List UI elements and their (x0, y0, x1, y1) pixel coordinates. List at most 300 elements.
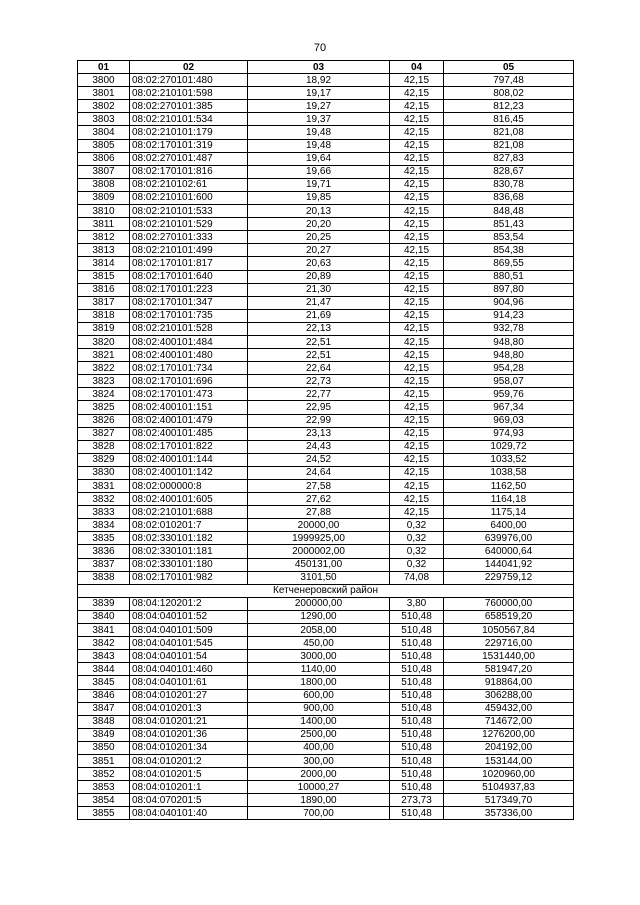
table-cell-01: 3800 (78, 74, 130, 87)
table-cell-02: 08:04:010201:3 (130, 702, 248, 715)
table-cell-04: 42,15 (390, 283, 444, 296)
table-cell-02: 08:02:330101:181 (130, 545, 248, 558)
table-cell-03: 20,89 (248, 270, 390, 283)
table-cell-05: 306288,00 (444, 689, 574, 702)
table-cell-01: 3852 (78, 768, 130, 781)
table-cell-05: 1020960,00 (444, 768, 574, 781)
table-cell-05: 229716,00 (444, 637, 574, 650)
table-cell-03: 1400,00 (248, 715, 390, 728)
table-cell-02: 08:02:210101:533 (130, 205, 248, 218)
table-row (78, 388, 574, 401)
table-cell-05: 836,68 (444, 191, 574, 204)
table-row (78, 493, 574, 506)
table-cell-04: 510,48 (390, 768, 444, 781)
table-cell-02: 08:02:210101:534 (130, 113, 248, 126)
table-row (78, 335, 574, 348)
table-cell-05: 967,34 (444, 401, 574, 414)
table-cell-05: 6400,00 (444, 519, 574, 532)
table-cell-01: 3825 (78, 401, 130, 414)
table-cell-01: 3835 (78, 532, 130, 545)
table-cell-03: 19,48 (248, 139, 390, 152)
table-cell-02: 08:02:210101:529 (130, 218, 248, 231)
table-cell-02: 08:04:010201:34 (130, 741, 248, 754)
table-cell-01: 3806 (78, 152, 130, 165)
table-cell-05: 918864,00 (444, 676, 574, 689)
table-row (78, 794, 574, 807)
table-cell-02: 08:02:170101:347 (130, 296, 248, 309)
table-cell-04: 510,48 (390, 728, 444, 741)
table-row (78, 270, 574, 283)
table-cell-01: 3819 (78, 322, 130, 335)
table-cell-03: 19,85 (248, 191, 390, 204)
table-row (78, 218, 574, 231)
table-row (78, 296, 574, 309)
table-row (78, 257, 574, 270)
table-cell-05: 897,80 (444, 283, 574, 296)
table-row (78, 440, 574, 453)
table-row (78, 676, 574, 689)
table-cell-02: 08:04:040101:460 (130, 663, 248, 676)
table-cell-04: 42,15 (390, 440, 444, 453)
table-cell-01: 3827 (78, 427, 130, 440)
table-cell-02: 08:02:170101:223 (130, 283, 248, 296)
table-row (78, 205, 574, 218)
table-cell-03: 700,00 (248, 807, 390, 820)
table-cell-03: 1140,00 (248, 663, 390, 676)
table-cell-04: 510,48 (390, 650, 444, 663)
table-cell-03: 19,48 (248, 126, 390, 139)
table-cell-03: 2058,00 (248, 624, 390, 637)
header-cell-02: 02 (130, 61, 248, 74)
table-row (78, 768, 574, 781)
table-cell-01: 3828 (78, 440, 130, 453)
table-cell-02: 08:02:000000:8 (130, 480, 248, 493)
table-cell-01: 3805 (78, 139, 130, 152)
table-cell-03: 20000,00 (248, 519, 390, 532)
table-row (78, 375, 574, 388)
table-cell-05: 853,54 (444, 231, 574, 244)
table-cell-05: 969,03 (444, 414, 574, 427)
table-cell-04: 42,15 (390, 427, 444, 440)
table-cell-03: 22,95 (248, 401, 390, 414)
table-cell-02: 08:04:040101:545 (130, 637, 248, 650)
table-cell-04: 42,15 (390, 480, 444, 493)
table-row (78, 165, 574, 178)
table-cell-04: 42,15 (390, 375, 444, 388)
table-cell-03: 19,17 (248, 87, 390, 100)
page-number: 70 (313, 42, 327, 54)
table-cell-03: 22,51 (248, 335, 390, 348)
table-cell-01: 3802 (78, 100, 130, 113)
table-cell-03: 22,99 (248, 414, 390, 427)
table-cell-03: 300,00 (248, 754, 390, 767)
table-cell-03: 22,64 (248, 362, 390, 375)
table-cell-05: 821,08 (444, 139, 574, 152)
table-cell-01: 3851 (78, 754, 130, 767)
table-row (78, 558, 574, 571)
table-cell-02: 08:02:270101:385 (130, 100, 248, 113)
table-cell-03: 21,69 (248, 309, 390, 322)
table-cell-04: 74,08 (390, 571, 444, 584)
table-cell-01: 3813 (78, 244, 130, 257)
table-cell-03: 22,73 (248, 375, 390, 388)
table-cell-01: 3847 (78, 702, 130, 715)
table-cell-03: 22,51 (248, 349, 390, 362)
table-cell-05: 851,43 (444, 218, 574, 231)
table-row (78, 702, 574, 715)
table-cell-01: 3817 (78, 296, 130, 309)
table-cell-02: 08:02:210101:499 (130, 244, 248, 257)
table-cell-03: 1999925,00 (248, 532, 390, 545)
table-cell-04: 510,48 (390, 663, 444, 676)
table-cell-03: 19,64 (248, 152, 390, 165)
table-cell-05: 808,02 (444, 87, 574, 100)
table-cell-04: 42,15 (390, 453, 444, 466)
header-cell-05: 05 (444, 61, 574, 74)
table-row (78, 624, 574, 637)
table-cell-01: 3810 (78, 205, 130, 218)
table-row (78, 754, 574, 767)
table-row (78, 466, 574, 479)
table-cell-02: 08:04:040101:40 (130, 807, 248, 820)
table-cell-04: 42,15 (390, 165, 444, 178)
table-cell-03: 20,63 (248, 257, 390, 270)
table-cell-04: 42,15 (390, 126, 444, 139)
table-cell-02: 08:02:270101:487 (130, 152, 248, 165)
table-cell-05: 229759,12 (444, 571, 574, 584)
table-cell-02: 08:04:010201:2 (130, 754, 248, 767)
table-cell-01: 3840 (78, 610, 130, 623)
header-row (78, 61, 574, 74)
table-cell-02: 08:02:400101:479 (130, 414, 248, 427)
table-cell-04: 510,48 (390, 610, 444, 623)
table-cell-01: 3853 (78, 781, 130, 794)
table-cell-04: 42,15 (390, 244, 444, 257)
table-cell-04: 0,32 (390, 545, 444, 558)
table-cell-05: 854,38 (444, 244, 574, 257)
table-cell-01: 3822 (78, 362, 130, 375)
table-cell-02: 08:02:170101:822 (130, 440, 248, 453)
table-cell-05: 517349,70 (444, 794, 574, 807)
table-cell-01: 3845 (78, 676, 130, 689)
table-row (78, 401, 574, 414)
table-row (78, 453, 574, 466)
table-cell-04: 42,15 (390, 178, 444, 191)
table-cell-01: 3842 (78, 637, 130, 650)
table-cell-03: 1800,00 (248, 676, 390, 689)
table-cell-04: 510,48 (390, 676, 444, 689)
table-cell-03: 27,58 (248, 480, 390, 493)
table-cell-03: 24,64 (248, 466, 390, 479)
table-row (78, 100, 574, 113)
table-cell-05: 828,67 (444, 165, 574, 178)
table-row (78, 322, 574, 335)
table-cell-01: 3801 (78, 87, 130, 100)
table-cell-01: 3816 (78, 283, 130, 296)
table-cell-04: 510,48 (390, 807, 444, 820)
table-row (78, 532, 574, 545)
table-cell-03: 21,30 (248, 283, 390, 296)
table-row (78, 781, 574, 794)
table-cell-02: 08:02:400101:144 (130, 453, 248, 466)
table-cell-05: 848,48 (444, 205, 574, 218)
table-body-after-section (78, 597, 574, 820)
table-row (78, 244, 574, 257)
table-cell-04: 42,15 (390, 322, 444, 335)
table-cell-05: 954,28 (444, 362, 574, 375)
table-cell-01: 3823 (78, 375, 130, 388)
table-cell-03: 19,27 (248, 100, 390, 113)
table-cell-03: 10000,27 (248, 781, 390, 794)
table-cell-02: 08:02:210101:598 (130, 87, 248, 100)
table-cell-01: 3820 (78, 335, 130, 348)
table-row (78, 663, 574, 676)
table-cell-05: 830,78 (444, 178, 574, 191)
table-cell-02: 08:04:010201:5 (130, 768, 248, 781)
section-row (78, 584, 574, 597)
table-cell-04: 42,15 (390, 349, 444, 362)
table-cell-03: 2000,00 (248, 768, 390, 781)
table-cell-01: 3837 (78, 558, 130, 571)
table-cell-05: 581947,20 (444, 663, 574, 676)
table-cell-03: 900,00 (248, 702, 390, 715)
table-cell-01: 3826 (78, 414, 130, 427)
table-cell-04: 3,80 (390, 597, 444, 610)
table-row (78, 231, 574, 244)
header-cell-03: 03 (248, 61, 390, 74)
table-cell-04: 0,32 (390, 532, 444, 545)
table-cell-05: 914,23 (444, 309, 574, 322)
table-cell-03: 19,37 (248, 113, 390, 126)
table-cell-05: 5104937,83 (444, 781, 574, 794)
table-cell-03: 21,47 (248, 296, 390, 309)
table-cell-01: 3807 (78, 165, 130, 178)
table-cell-05: 658519,20 (444, 610, 574, 623)
table-cell-05: 880,51 (444, 270, 574, 283)
table-cell-02: 08:02:210101:179 (130, 126, 248, 139)
table-cell-05: 827,83 (444, 152, 574, 165)
table-cell-02: 08:04:010201:36 (130, 728, 248, 741)
table-cell-01: 3821 (78, 349, 130, 362)
table-cell-05: 1164,18 (444, 493, 574, 506)
table-cell-04: 42,15 (390, 466, 444, 479)
table-cell-02: 08:02:170101:696 (130, 375, 248, 388)
table-cell-03: 23,13 (248, 427, 390, 440)
table-cell-05: 639976,00 (444, 532, 574, 545)
table-cell-05: 869,55 (444, 257, 574, 270)
table-cell-04: 42,15 (390, 100, 444, 113)
table-cell-01: 3855 (78, 807, 130, 820)
table-cell-03: 400,00 (248, 741, 390, 754)
table-cell-01: 3832 (78, 493, 130, 506)
table-cell-05: 904,96 (444, 296, 574, 309)
table-cell-04: 42,15 (390, 87, 444, 100)
table-cell-01: 3846 (78, 689, 130, 702)
table-cell-02: 08:02:170101:735 (130, 309, 248, 322)
table-cell-03: 3000,00 (248, 650, 390, 663)
table-cell-05: 1162,50 (444, 480, 574, 493)
table-cell-03: 20,25 (248, 231, 390, 244)
table-row (78, 427, 574, 440)
table-cell-05: 1175,14 (444, 506, 574, 519)
header-cell-04: 04 (390, 61, 444, 74)
table-cell-05: 459432,00 (444, 702, 574, 715)
table-cell-04: 510,48 (390, 624, 444, 637)
table-cell-03: 450131,00 (248, 558, 390, 571)
table-row (78, 309, 574, 322)
table-cell-03: 20,20 (248, 218, 390, 231)
table-cell-04: 510,48 (390, 754, 444, 767)
table-row (78, 113, 574, 126)
table-row (78, 178, 574, 191)
table-cell-01: 3833 (78, 506, 130, 519)
table-cell-02: 08:04:010201:1 (130, 781, 248, 794)
table-row (78, 650, 574, 663)
table-cell-01: 3844 (78, 663, 130, 676)
table-cell-03: 200000,00 (248, 597, 390, 610)
table-row (78, 597, 574, 610)
table-cell-01: 3838 (78, 571, 130, 584)
table-cell-01: 3836 (78, 545, 130, 558)
table-row (78, 689, 574, 702)
table-cell-04: 0,32 (390, 558, 444, 571)
table-cell-03: 19,66 (248, 165, 390, 178)
table-cell-04: 42,15 (390, 362, 444, 375)
table-row (78, 637, 574, 650)
table-cell-04: 42,15 (390, 506, 444, 519)
table-cell-04: 0,32 (390, 519, 444, 532)
table-row (78, 191, 574, 204)
table-cell-02: 08:02:330101:180 (130, 558, 248, 571)
table-row (78, 506, 574, 519)
table-cell-02: 08:04:040101:509 (130, 624, 248, 637)
table-row (78, 152, 574, 165)
table-cell-02: 08:02:170101:982 (130, 571, 248, 584)
table-cell-01: 3848 (78, 715, 130, 728)
table-cell-01: 3829 (78, 453, 130, 466)
table-cell-03: 20,13 (248, 205, 390, 218)
table-cell-01: 3812 (78, 231, 130, 244)
table-cell-01: 3849 (78, 728, 130, 741)
table-body-before-section (78, 74, 574, 585)
table-cell-01: 3854 (78, 794, 130, 807)
table-cell-04: 510,48 (390, 781, 444, 794)
table-cell-02: 08:02:270101:333 (130, 231, 248, 244)
table-cell-02: 08:02:270101:480 (130, 74, 248, 87)
table-cell-01: 3809 (78, 191, 130, 204)
table-cell-05: 204192,00 (444, 741, 574, 754)
table-cell-05: 959,76 (444, 388, 574, 401)
table-cell-04: 42,15 (390, 205, 444, 218)
table-cell-03: 22,77 (248, 388, 390, 401)
table-cell-02: 08:02:170101:816 (130, 165, 248, 178)
table-cell-01: 3830 (78, 466, 130, 479)
table-cell-02: 08:04:070201:5 (130, 794, 248, 807)
table-row (78, 571, 574, 584)
table-row (78, 480, 574, 493)
table-cell-04: 510,48 (390, 741, 444, 754)
table-cell-01: 3834 (78, 519, 130, 532)
table-cell-02: 08:02:210102:61 (130, 178, 248, 191)
table-cell-05: 816,45 (444, 113, 574, 126)
table-row (78, 741, 574, 754)
table-cell-05: 1050567,84 (444, 624, 574, 637)
table-cell-03: 19,71 (248, 178, 390, 191)
table-cell-01: 3815 (78, 270, 130, 283)
table-cell-05: 1531440,00 (444, 650, 574, 663)
table-cell-04: 510,48 (390, 715, 444, 728)
table-cell-02: 08:04:010201:27 (130, 689, 248, 702)
table-cell-03: 3101,50 (248, 571, 390, 584)
table-cell-04: 42,15 (390, 191, 444, 204)
table-cell-02: 08:04:040101:52 (130, 610, 248, 623)
table-row (78, 362, 574, 375)
table-cell-04: 42,15 (390, 388, 444, 401)
table-cell-01: 3818 (78, 309, 130, 322)
table-cell-04: 42,15 (390, 296, 444, 309)
table-cell-04: 273,73 (390, 794, 444, 807)
table-cell-02: 08:02:170101:817 (130, 257, 248, 270)
table-row (78, 610, 574, 623)
table-cell-03: 20,27 (248, 244, 390, 257)
table-cell-03: 27,88 (248, 506, 390, 519)
table-cell-02: 08:04:010201:21 (130, 715, 248, 728)
table-cell-04: 42,15 (390, 309, 444, 322)
table-cell-02: 08:02:170101:473 (130, 388, 248, 401)
table-row (78, 126, 574, 139)
table-cell-02: 08:02:330101:182 (130, 532, 248, 545)
table-cell-01: 3804 (78, 126, 130, 139)
table-cell-02: 08:02:170101:319 (130, 139, 248, 152)
table-cell-02: 08:02:010201:7 (130, 519, 248, 532)
table-cell-05: 797,48 (444, 74, 574, 87)
table-cell-05: 1276200,00 (444, 728, 574, 741)
table-cell-04: 42,15 (390, 270, 444, 283)
table-cell-04: 510,48 (390, 689, 444, 702)
table-cell-03: 27,62 (248, 493, 390, 506)
table-row (78, 519, 574, 532)
table-cell-01: 3814 (78, 257, 130, 270)
table-cell-05: 1033,52 (444, 453, 574, 466)
table-cell-01: 3808 (78, 178, 130, 191)
table-cell-05: 1029,72 (444, 440, 574, 453)
table-cell-02: 08:02:400101:484 (130, 335, 248, 348)
table-header (78, 61, 574, 74)
table-cell-01: 3850 (78, 741, 130, 754)
table-cell-04: 510,48 (390, 702, 444, 715)
table-cell-04: 42,15 (390, 493, 444, 506)
table-cell-04: 42,15 (390, 74, 444, 87)
table-cell-03: 24,52 (248, 453, 390, 466)
table-cell-03: 1290,00 (248, 610, 390, 623)
table-cell-03: 2500,00 (248, 728, 390, 741)
table-cell-05: 974,93 (444, 427, 574, 440)
table-cell-04: 42,15 (390, 152, 444, 165)
table-cell-02: 08:02:400101:142 (130, 466, 248, 479)
table-cell-05: 760000,00 (444, 597, 574, 610)
table-cell-05: 821,08 (444, 126, 574, 139)
section-title: Кетченеровский район (78, 584, 574, 597)
table-row (78, 414, 574, 427)
table-row (78, 283, 574, 296)
header-cell-01: 01 (78, 61, 130, 74)
table-cell-04: 42,15 (390, 139, 444, 152)
table-cell-03: 18,92 (248, 74, 390, 87)
table-row (78, 728, 574, 741)
table-cell-05: 1038,58 (444, 466, 574, 479)
table-row (78, 74, 574, 87)
table-cell-02: 08:02:400101:480 (130, 349, 248, 362)
